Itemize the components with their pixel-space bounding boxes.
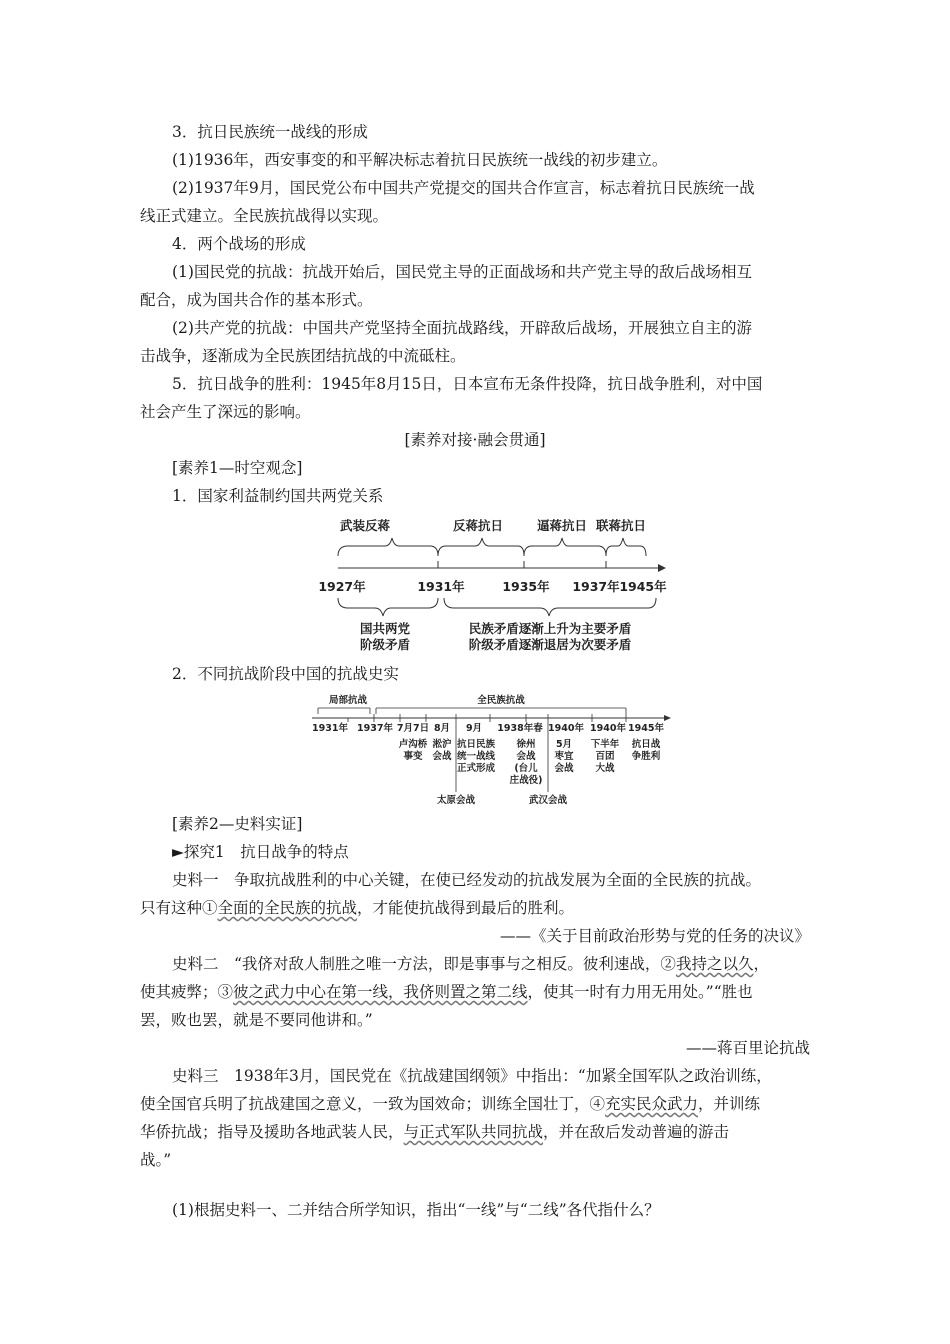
underlined-text: 充实民众武力 — [605, 1095, 699, 1113]
relation-timeline-diagram — [310, 514, 670, 654]
axis-arrow — [658, 564, 666, 572]
underlined-text: 我持之以久 — [675, 955, 754, 973]
source-text: 罢，败也罢，就是不要同他讲和。” — [140, 1011, 373, 1029]
underlined-text: 全面的全民族的抗战 — [217, 899, 358, 917]
tick-label: 1940年 — [590, 723, 626, 734]
brace — [444, 598, 656, 616]
event-text: 抗日民族 — [456, 739, 496, 750]
explore-heading: ►探究1 抗日战争的特点 — [172, 843, 349, 861]
below-label: 太原会战 — [436, 795, 476, 806]
event-text: 统一战线 — [456, 751, 496, 762]
event-text: 淞沪 — [432, 739, 452, 750]
year-label: 1945年 — [619, 579, 667, 594]
event-text: 会战 — [432, 751, 452, 762]
war-stages-timeline — [308, 692, 674, 808]
tick-label: 1931年 — [312, 723, 348, 734]
year-label: 1927年 — [318, 579, 366, 594]
event-text: 抗日战 — [631, 739, 661, 750]
item-heading: 1．国家利益制约国共两党关系 — [172, 487, 384, 505]
item-heading: 2．不同抗战阶段中国的抗战史实 — [172, 665, 399, 683]
underlined-text: 与正式军队共同抗战 — [403, 1123, 544, 1141]
event-text: 枣宜 — [554, 751, 574, 762]
brace — [524, 538, 606, 556]
event-text: 庄战役) — [509, 775, 543, 786]
source-text: 使其疲弊；③彼之武力中心在第一线，我侪则置之第二线，使其一时有力用无用处。”“胜也 — [140, 983, 753, 1001]
underlined-text: 彼之武力中心在第一线，我侪则置之第二线 — [233, 983, 528, 1001]
event-text: 卢沟桥 — [398, 739, 428, 750]
tick-label: 1937年 — [357, 723, 393, 734]
event-text: 大战 — [595, 763, 615, 774]
bottom-label: 阶级矛盾逐渐退居为次要矛盾 — [468, 637, 632, 652]
tick-label: 1945年 — [628, 723, 664, 734]
year-label: 1937年 — [572, 579, 620, 594]
paragraph: (1)国民党的抗战：抗战开始后，国民党主导的正面战场和共产党主导的敌后战场相互 — [172, 263, 752, 281]
phase-label: 局部抗战 — [328, 695, 368, 706]
bottom-label: 阶级矛盾 — [359, 637, 411, 652]
source-text: 战。” — [140, 1151, 172, 1169]
top-label: 武装反蒋 — [339, 518, 391, 533]
event-text: 徐州 — [516, 739, 536, 750]
top-label: 逼蒋抗日 — [536, 518, 588, 533]
tick-label: 8月 — [433, 723, 451, 734]
paragraph: 社会产生了深远的影响。 — [140, 403, 311, 421]
brace — [338, 598, 438, 616]
source-citation: ——蒋百里论抗战 — [685, 1039, 810, 1057]
source-citation: ——《关于目前政治形势与党的任务的决议》 — [499, 927, 810, 945]
source-text: 史料一 争取抗战胜利的中心关键，在使已经发动的抗战发展为全面的全民族的抗战。 — [172, 871, 762, 889]
top-label: 反蒋抗日 — [452, 518, 504, 533]
tick-label: 1940年 — [548, 723, 584, 734]
bottom-label: 国共两党 — [359, 621, 411, 636]
paragraph: (2)1937年9月，国民党公布中国共产党提交的国共合作宣言，标志着抗日民族统一战 — [172, 179, 755, 197]
source-text: 史料二 “我侪对敌人制胜之唯一方法，即是事事与之相反。彼利速战，②我持之以久， — [172, 955, 769, 973]
paragraph: 击战争，逐渐成为全民族团结抗战的中流砥柱。 — [140, 347, 466, 365]
event-text: 争胜利 — [631, 751, 661, 762]
brace — [606, 538, 646, 556]
question: (1)根据史料一、二并结合所学知识，指出“一线”与“二线”各代指什么？ — [172, 1201, 660, 1219]
event-text: 会战 — [554, 763, 574, 774]
bottom-label: 民族矛盾逐渐上升为主要矛盾 — [468, 621, 632, 636]
brace — [338, 538, 438, 556]
suyang1-label: [素养1—时空观念] — [172, 459, 303, 477]
paragraph: 5．抗日战争的胜利：1945年8月15日，日本宣布无条件投降，抗日战争胜利，对中国 — [172, 375, 763, 393]
paragraph: 线正式建立。全民族抗战得以实现。 — [140, 207, 389, 225]
event-text: 百团 — [595, 751, 615, 762]
heading-sec4: 4．两个战场的形成 — [172, 235, 306, 253]
tick-label: 1938年春 — [497, 723, 543, 734]
section-title: [素养对接·融会贯通] — [404, 431, 546, 449]
phase-label: 全民族抗战 — [477, 695, 525, 706]
brace — [438, 538, 524, 556]
heading-sec3: 3．抗日民族统一战线的形成 — [172, 123, 368, 141]
event-text: 5月 — [555, 739, 573, 750]
tick-label: 7月7日 — [396, 723, 430, 734]
year-label: 1931年 — [417, 579, 465, 594]
source-text: 使全国官兵明了抗战建国之意义，一致为国效命；训练全国壮丁，④充实民众武力，并训练 — [140, 1095, 761, 1113]
tick-label: 9月 — [465, 723, 483, 734]
paragraph: (2)共产党的抗战：中国共产党坚持全面抗战路线，开辟敌后战场，开展独立自主的游 — [172, 319, 752, 337]
axis-arrow — [664, 715, 671, 721]
top-label: 联蒋抗日 — [595, 518, 647, 533]
source-text: 华侨抗战；指导及援助各地武装人民，与正式军队共同抗战，并在敌后发动普遍的游击 — [140, 1123, 730, 1141]
below-label: 武汉会战 — [528, 795, 568, 806]
source-text: 史料三 1938年3月，国民党在《抗战建国纲领》中指出：“加紧全国军队之政治训练， — [172, 1067, 772, 1085]
source-text: 只有这种①全面的全民族的抗战，才能使抗战得到最后的胜利。 — [140, 899, 575, 917]
paragraph: (1)1936年，西安事变的和平解决标志着抗日民族统一战线的初步建立。 — [172, 151, 668, 169]
event-text: (台儿 — [514, 763, 538, 774]
event-text: 正式形成 — [456, 763, 496, 774]
suyang2-label: [素养2—史料实证] — [172, 815, 303, 833]
paragraph: 配合，成为国共合作的基本形式。 — [140, 291, 373, 309]
event-text: 会战 — [516, 751, 536, 762]
year-label: 1935年 — [502, 579, 550, 594]
event-text: 下半年 — [590, 739, 620, 750]
event-text: 事变 — [403, 751, 423, 762]
